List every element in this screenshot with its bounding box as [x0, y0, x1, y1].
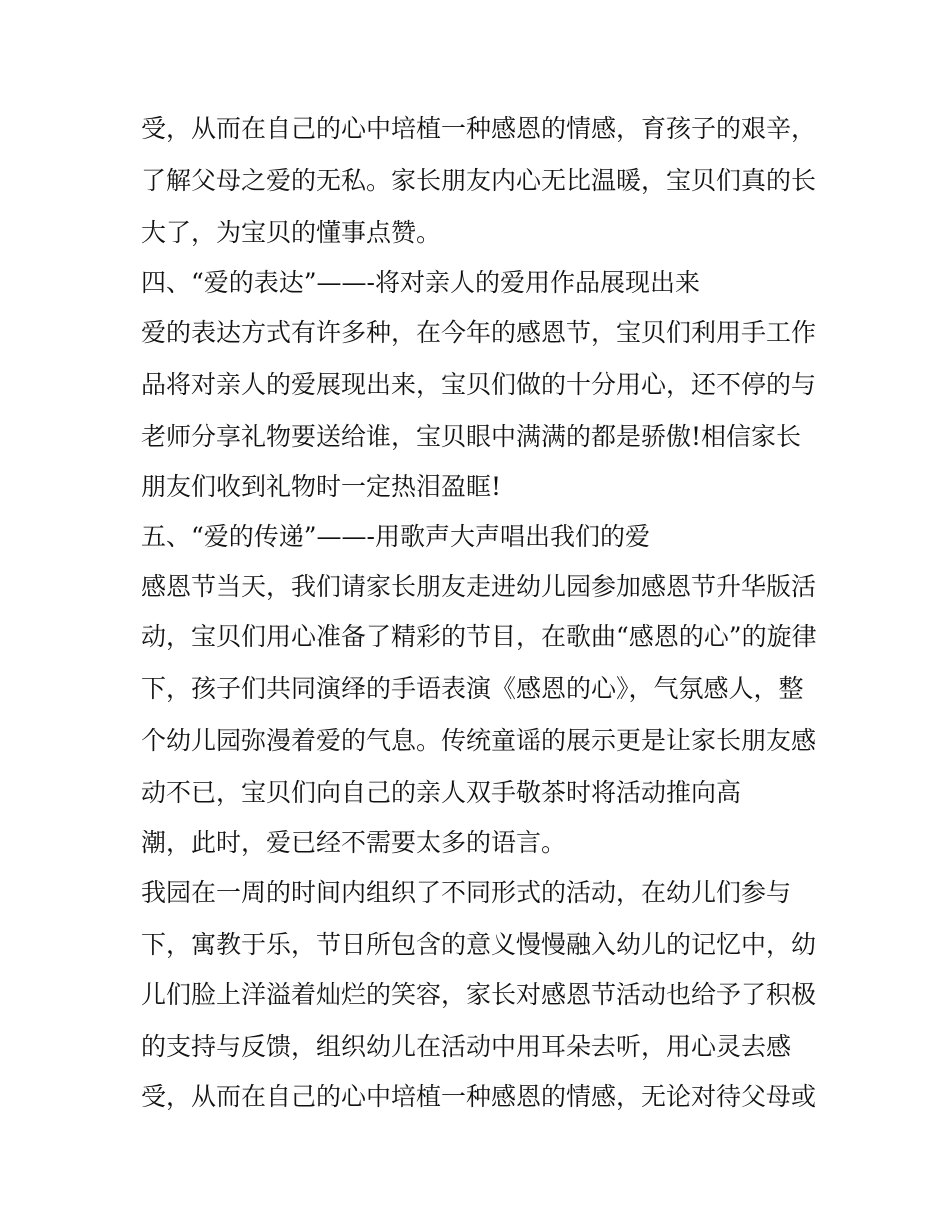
text-line: 受，从而在自己的心中培植一种感恩的情感，无论对待父母或 — [141, 1082, 817, 1111]
text-line: 受，从而在自己的心中培植一种感恩的情感，育孩子的艰辛， — [141, 114, 817, 143]
text-line: 朋友们收到礼物时一定热泪盈眶! — [141, 472, 502, 501]
text-line: 我园在一周的时间内组织了不同形式的活动，在幼儿们参与 — [141, 878, 792, 907]
text-line: 动，宝贝们用心准备了精彩的节目，在歌曲“感恩的心”的旋律 — [141, 622, 817, 651]
text-line: 潮，此时，爱已经不需要太多的语言。 — [141, 828, 567, 857]
text-line: 个幼儿园弥漫着爱的气息。传统童谣的展示更是让家长朋友感 — [141, 726, 817, 755]
text-line: 动不已，宝贝们向自己的亲人双手敬茶时将活动推向高 — [141, 778, 742, 807]
text-line: 品将对亲人的爱展现出来，宝贝们做的十分用心，还不停的与 — [141, 370, 817, 399]
text-line: 老师分享礼物要送给谁，宝贝眼中满满的都是骄傲!相信家长 — [141, 422, 802, 451]
text-line: 儿们脸上洋溢着灿烂的笑容，家长对感恩节活动也给予了积极 — [141, 980, 817, 1009]
section-heading: 五、“爱的传递”——-用歌声大声唱出我们的爱 — [141, 522, 651, 551]
text-line: 下，孩子们共同演绎的手语表演《感恩的心》，气氛感人，整 — [141, 674, 804, 703]
text-line: 的支持与反馈，组织幼儿在活动中用耳朵去听，用心灵去感 — [141, 1032, 792, 1061]
text-line: 爱的表达方式有许多种，在今年的感恩节，宝贝们利用手工作 — [141, 318, 817, 347]
section-heading: 四、“爱的表达”——-将对亲人的爱用作品展现出来 — [141, 268, 701, 297]
text-line: 下，寓教于乐，节日所包含的意义慢慢融入幼儿的记忆中，幼 — [141, 930, 817, 959]
text-line: 感恩节当天，我们请家长朋友走进幼儿园参加感恩节升华版活 — [141, 572, 817, 601]
text-line: 大了，为宝贝的懂事点赞。 — [141, 218, 442, 247]
text-line: 了解父母之爱的无私。家长朋友内心无比温暖，宝贝们真的长 — [141, 166, 817, 195]
